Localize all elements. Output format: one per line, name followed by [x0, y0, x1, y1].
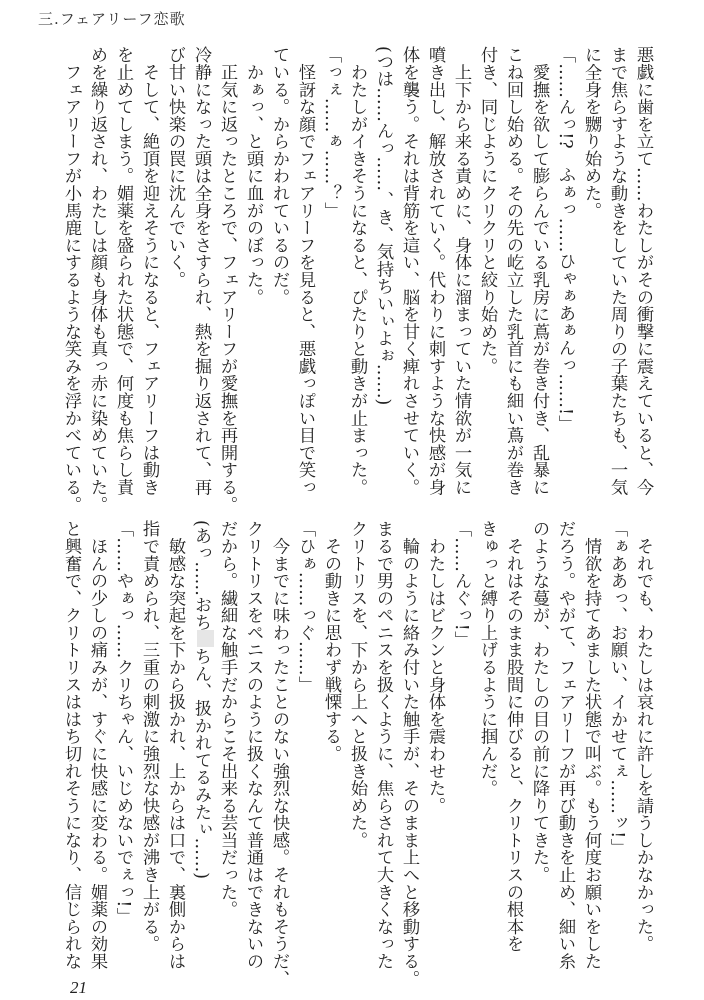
text-line: 「……んっ!? ふぁっ……ひゃぁあぁんっ……!」: [555, 46, 575, 433]
text-line: 悪戯に歯を立て……わたしがその衝撃に震えていると、今: [633, 46, 653, 496]
text-line: ほんの少しの痛みが、すぐに快感に変わる。媚薬の効果: [87, 520, 107, 970]
text-line: を止めてしまう。媚薬を盛られた状態で、何度も焦らし責: [113, 46, 133, 496]
text-line: クリトリスを、下から上へと扱き始めた。: [347, 520, 367, 849]
text-line: 冷静になった頭は全身をさすられ、熱を掘り返されて、再: [191, 46, 211, 496]
text-line: その動きに思わず戦慄する。: [321, 520, 341, 763]
lower-text-block: [52, 520, 656, 987]
text-line: それはそのまま股間に伸びると、クリトリスの根本を: [503, 520, 523, 953]
upper-text-block: [52, 46, 656, 513]
text-line: 「っぇ……ぁ……？」: [321, 46, 341, 219]
text-line: 情欲を持てあました状態で叫ぶ。もう何度お願いをした: [581, 520, 601, 970]
text-line: 「……んぐっ!」: [451, 520, 471, 648]
text-line: まで焦らすような動きをしていた周りの子葉たちも、一気: [607, 46, 627, 496]
text-line: 体を襲う。それは背筋を這い、脳を甘く痺れさせていく。: [399, 46, 419, 496]
censored-line-before: (あっ……おち: [191, 520, 211, 631]
text-line: めを繰り返され、わたしは顔も身体も真っ赤に染めていた。: [87, 46, 107, 513]
text-line: わたしがイきそうになると、ぴたりと動きが止まった。: [347, 46, 367, 496]
page-number: 21: [70, 978, 87, 997]
text-line: そして、絶頂を迎えそうになると、フェアリーフは動き: [139, 46, 159, 496]
text-line: (つは……んっ……、き、気持ちいぃよぉ……): [373, 46, 393, 406]
text-line: のような蔓が、わたしの目の前に降りてきた。: [529, 520, 549, 884]
chapter-title: 三.フェアリーフ恋歌: [38, 10, 186, 28]
text-line: 指で責められ、三重の刺激に強烈な快感が沸き上がる。: [139, 520, 159, 953]
text-line: かぁっ、と頭に血がのぼった。: [243, 46, 263, 306]
text-line: クリトリスをペニスのように扱くなんて普通はできないの: [243, 520, 263, 970]
text-line: 輪のように絡み付いた触手が、そのまま上へと移動する。: [399, 520, 419, 987]
text-line: 正気に返ったところで、フェアリーフが愛撫を再開する。: [217, 46, 237, 513]
text-line: 付き、同じようにクリクリと絞り始めた。: [477, 46, 497, 375]
text-line: わたしはビクンと身体を震わせた。: [425, 520, 445, 814]
text-line: だから。繊細な触手だからこそ出来る芸当だった。: [217, 520, 237, 918]
text-line: 「ひぁ……っぐ……」: [295, 520, 315, 693]
text-line: と興奮で、クリトリスははち切れそうになり、信じられな: [61, 520, 81, 970]
text-line: ている。からかわれているのだ。: [269, 46, 289, 306]
text-line: フェアリーフが小馬鹿にするような笑みを浮かべている。: [61, 46, 81, 513]
text-line: こね回し始める。その先の屹立した乳首にも細い蔦が巻き: [503, 46, 523, 496]
text-line: 今までに味わったことのない強烈な快感。それもそうだ、: [269, 520, 289, 987]
text-line: 上下から来る責めに、身体に溜まっていた情欲が一気に: [451, 46, 471, 496]
censored-line-after: ちん、扱かれてるみたぃ……): [191, 647, 211, 879]
text-line: 「……やぁっ……クリちゃん、いじめないでぇっ!」: [113, 520, 133, 925]
text-line: だろう。やがて、フェアリーフが再び動きを止め、細い糸: [555, 520, 575, 970]
text-line: び甘い快楽の罠に沈んでいく。: [165, 46, 185, 289]
text-line: 「ぁああっ、お願い、イかせてぇ……ッ!」: [607, 520, 627, 856]
text-line: 噴き出し、解放されていく。代わりに刺すような快感が身: [425, 46, 445, 496]
text-line: それでも、わたしは哀れに許しを請うしかなかった。: [633, 520, 653, 953]
text-line: 怪訝な顔でフェアリーフを見ると、悪戯っぽい目で笑っ: [295, 46, 315, 496]
text-line: 敏感な突起を下から扱かれ、上からは口で、裏側からは: [165, 520, 185, 970]
text-line-censored: [188, 520, 214, 976]
censor-mosaic: [197, 630, 214, 647]
text-line: まるで男のペニスを扱くように、焦らされて大きくなった: [373, 520, 393, 970]
text-line: 愛撫を欲して膨らんでいる乳房に蔦が巻き付き、乱暴に: [529, 46, 549, 496]
text-line: きゅっと縛り上げるように掴んだ。: [477, 520, 497, 797]
text-line: に全身を嬲り始めた。: [581, 46, 601, 219]
